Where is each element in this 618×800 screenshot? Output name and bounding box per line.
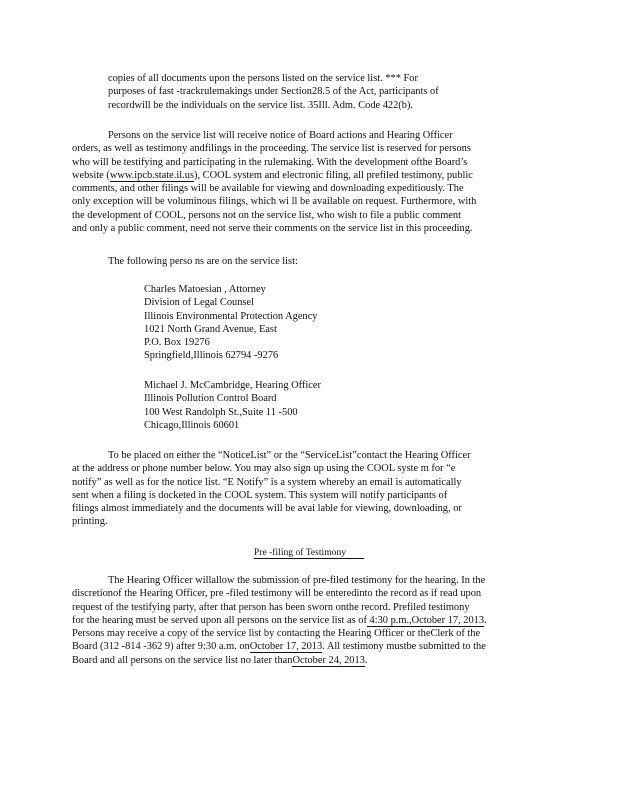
address-line: Michael J. McCambridge, Hearing Officer	[144, 380, 321, 391]
paragraph-notice-list	[72, 449, 542, 529]
address-block-matoesian	[144, 283, 317, 363]
text-fragment: Board (312 -814 -362 9) after 9:30 a.m. on	[72, 641, 250, 653]
text-line: Persons on the service list will receive notice of Board actions and Hearing Officer	[108, 130, 453, 141]
text-line: notify” as well as for the notice list. “E Notify” is a system whereby an email is automatically	[72, 476, 462, 488]
text-line: The following perso ns are on the service list:	[108, 256, 298, 267]
paragraph-prefiling	[72, 574, 542, 667]
text-line: orders, as well as testimony andfilings in the proceeding. The service list is reserved for persons	[72, 143, 471, 155]
address-line: Springfield,Illinois 62794 -9276	[144, 350, 279, 362]
paragraph-service-list	[72, 129, 542, 235]
text-line: recordwill be the individuals on the service list. 35Ill. Adm. Code 422(b).	[108, 99, 414, 111]
address-line: Illinois Environmental Protection Agency	[144, 310, 318, 322]
text-line: request of the testifying party, after that person has been sworn onthe record. Prefiled testimony	[72, 601, 470, 613]
heading-text: Pre -filing of Testimony	[254, 547, 364, 559]
text-line: only exception will be voluminous filings, which wi ll be available on request. Furthermore, with	[72, 196, 477, 208]
text-line: filings almost immediately and the documents will be avai lable for viewing, downloading, or	[72, 503, 462, 515]
text-line: Persons may receive a copy of the service list by contacting the Hearing Officer or theClerk of the	[72, 628, 481, 640]
service-list-intro	[108, 255, 298, 268]
text-line	[72, 654, 542, 667]
address-line: P.O. Box 19276	[144, 337, 210, 349]
text-line	[72, 614, 542, 627]
text-line: copies of all documents upon the persons listed on the service list. *** For	[108, 73, 418, 84]
text-line: at the address or phone number below. You may also sign up using the COOL syste m for “e	[72, 463, 456, 475]
text-fragment: Board and all persons on the service list no later than	[72, 654, 293, 666]
address-line: Chicago,Illinois 60601	[144, 419, 240, 431]
text-fragment: .	[484, 614, 487, 626]
address-line: 1021 North Grand Avenue, East	[144, 323, 277, 335]
website-link[interactable]: www.ipcb.state.il.us	[109, 169, 194, 181]
text-line	[72, 640, 542, 653]
text-fragment: ), COOL system and electronic filing, all prefiled testimony, public	[193, 169, 473, 181]
text-fragment: .	[364, 654, 368, 666]
text-line: who will be testifying and participating in the rulemaking. With the development ofthe Board’s	[72, 156, 468, 168]
service-list-date: October 17, 2013	[249, 641, 323, 653]
text-line: the development of COOL, persons not on the service list, who wish to file a public comment	[72, 209, 461, 221]
text-line: sent when a filing is docketed in the COOL system. This system will notify participants of	[72, 489, 448, 501]
address-line: Division of Legal Counsel	[144, 297, 254, 309]
text-line: discretionof the Hearing Officer, pre -filed testimony will be enteredinto the record as if read upon	[72, 588, 482, 600]
text-line: comments, and other filings will be available for viewing and downloading expeditiously. The	[72, 183, 464, 195]
paragraph-service-copies	[108, 72, 488, 112]
submission-deadline: October 24, 2013	[292, 654, 365, 666]
text-line	[72, 169, 542, 182]
text-line: The Hearing Officer willallow the submission of pre-filed testimony for the hearing. In the	[108, 575, 486, 586]
address-line: Charles Matoesian , Attorney	[144, 284, 266, 295]
text-line: To be placed on either the “NoticeList” or the “ServiceList”contact the Hearing Officer	[108, 450, 471, 461]
section-heading	[0, 546, 618, 559]
text-line: printing.	[72, 516, 108, 528]
text-fragment: website (	[72, 169, 110, 181]
address-line: 100 West Randolph St.,Suite 11 -500	[144, 406, 298, 418]
text-fragment: . All testimony mustbe submitted to the	[322, 641, 486, 653]
address-block-mccambridge	[144, 379, 321, 432]
text-fragment: for the hearing must be served upon all persons on the service list as of	[72, 614, 367, 626]
text-line: and only a public comment, need not serve their comments on the service list in this proceeding.	[72, 223, 473, 235]
address-line: Illinois Pollution Control Board	[144, 393, 277, 405]
service-date: 4:30 p.m.,October 17, 2013	[366, 614, 485, 626]
text-line: purposes of fast -trackrulemakings under Section28.5 of the Act, participants of	[108, 86, 439, 98]
